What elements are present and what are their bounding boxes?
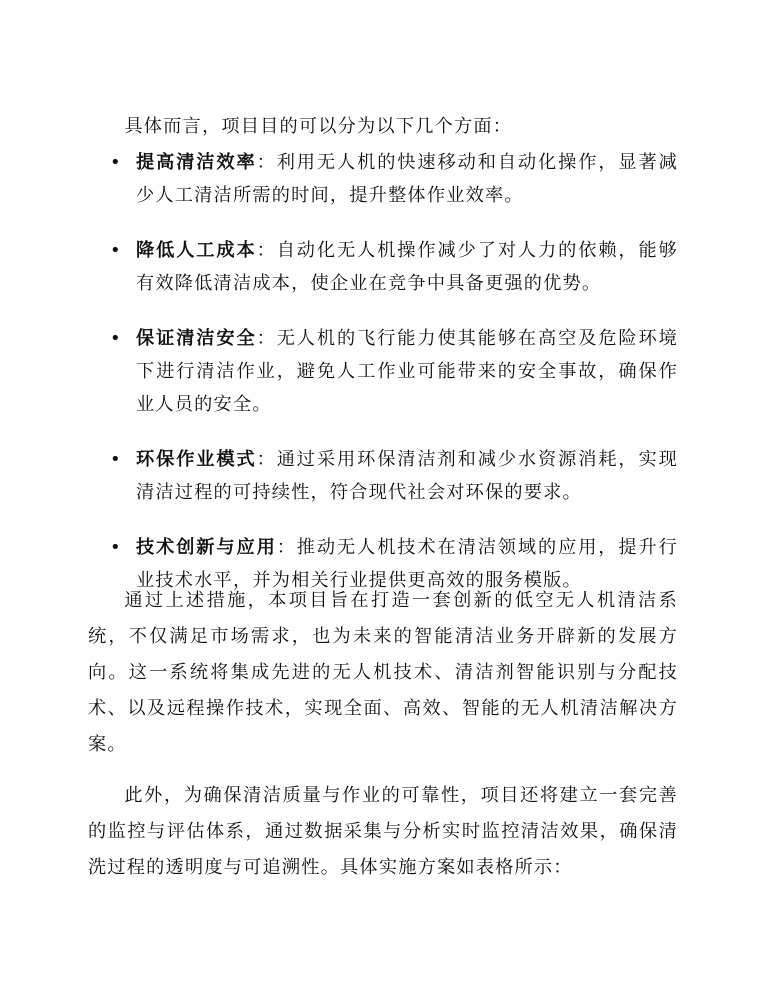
list-item-title: 技术创新与应用 — [136, 537, 277, 558]
list-item-title: 保证清洁安全 — [136, 328, 257, 349]
list-item-text: ：推动无人机技术在清洁领域的应用，提升行业技术水平，并为相关行业提供更高效的服务模版。 — [136, 537, 678, 591]
list-item-text: ：自动化无人机操作减少了对人力的依赖，能够有效降低清洁成本，使企业在竞争中具备更强的优势。 — [136, 240, 679, 294]
bullet-icon: • — [110, 449, 122, 470]
list-item-title: 降低人工成本 — [136, 240, 257, 261]
list-item — [88, 322, 678, 421]
list-item — [88, 146, 678, 212]
intro-paragraph: 具体而言，项目目的可以分为以下几个方面： — [124, 116, 513, 137]
list-item — [88, 443, 678, 509]
list-item-text: ：通过采用环保清洁剂和减少水资源消耗，实现清洁过程的可持续性，符合现代社会对环保的要求。 — [136, 449, 679, 503]
bullet-icon: • — [110, 152, 122, 173]
objectives-list — [88, 146, 678, 597]
summary-paragraph: 通过上述措施，本项目旨在打造一套创新的低空无人机清洁系统，不仅满足市场需求，也为未来的智能清洁业务开辟新的发展方向。这一系统将集成先进的无人机技术、清洁剂智能识别与分配技术、以及远程操作技术，实现全面、高效、智能的无人机清洁解决方案。 — [88, 590, 678, 755]
list-item — [88, 234, 678, 300]
list-item-title: 提高清洁效率 — [136, 152, 257, 173]
list-item-text: ：利用无人机的快速移动和自动化操作，显著减少人工清洁所需的时间，提升整体作业效率。 — [136, 152, 679, 206]
bullet-icon: • — [110, 240, 122, 261]
list-item-text: ：无人机的飞行能力使其能够在高空及危险环境下进行清洁作业，避免人工作业可能带来的安全事故，确保作业人员的安全。 — [136, 328, 679, 415]
bullet-icon: • — [110, 328, 122, 349]
monitoring-paragraph: 此外，为确保清洁质量与作业的可靠性，项目还将建立一套完善的监控与评估体系，通过数据采集与分析实时监控清洁效果，确保清洗过程的透明度与可追溯性。具体实施方案如表格所示： — [88, 785, 678, 878]
bullet-icon: • — [110, 537, 122, 558]
list-item-title: 环保作业模式 — [136, 449, 257, 470]
